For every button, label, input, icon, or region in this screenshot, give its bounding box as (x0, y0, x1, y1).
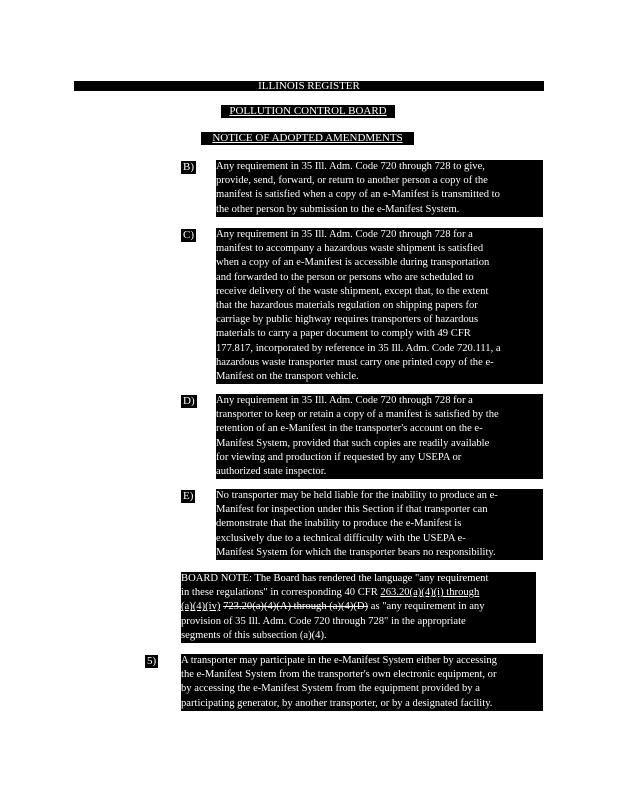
paragraph-line: retention of an e-Manifest in the transporter's account on the e- (216, 422, 543, 436)
paragraph-line: when a copy of an e-Manifest is accessible during transportation (216, 256, 543, 270)
board-note-text: as "any requirement in any (368, 601, 485, 613)
register-title (74, 80, 544, 93)
paragraph-line: Any requirement in 35 Ill. Adm. Code 720 through 728 for a (216, 394, 543, 408)
paragraph-line: materials to carry a paper document to comply with 49 CFR (216, 327, 543, 341)
paragraph-line: the e-Manifest System from the transporter's own electronic equipment, or (181, 668, 543, 682)
item-label-b: B) (183, 161, 194, 173)
item-c-paragraph (216, 228, 543, 384)
paragraph-line: transporter to keep or retain a copy of a manifest is satisfied by the (216, 408, 543, 422)
board-note-line: segments of this subsection (a)(4). (181, 629, 536, 643)
board-note-text: in these regulations" in corresponding 40 CFR (181, 587, 381, 599)
paragraph-line: Manifest on the transport vehicle. (216, 370, 543, 384)
paragraph-line: receive delivery of the waste shipment, except that, to the extent (216, 285, 543, 299)
board-note-deleted-text: 723.20(a)(4)(A) through (a)(4)(D) (223, 601, 369, 613)
board-title: POLLUTION CONTROL BOARD (221, 105, 395, 118)
board-note-line: BOARD NOTE: The Board has rendered the language "any requirement (181, 572, 536, 586)
item-e-paragraph (216, 489, 543, 560)
paragraph-line: Any requirement in 35 Ill. Adm. Code 720 through 728 to give, (216, 160, 543, 174)
board-note (181, 572, 536, 643)
paragraph-line: exclusively due to a technical difficulty with the USEPA e- (216, 532, 543, 546)
item-label-5: 5) (147, 655, 157, 667)
board-note-inserted-text: (a)(4)(iv) (181, 601, 221, 613)
paragraph-line: the other person by submission to the e-Manifest System. (216, 203, 543, 217)
paragraph-line: manifest to accompany a hazardous waste shipment is satisfied (216, 242, 543, 256)
paragraph-line: by accessing the e-Manifest System from the equipment provided by a (181, 682, 543, 696)
item-label-c: C) (183, 229, 194, 241)
paragraph-line: and forwarded to the person or persons who are scheduled to (216, 271, 543, 285)
paragraph-line: Manifest System for which the transporter bears no responsibility. (216, 546, 543, 560)
paragraph-line: A transporter may participate in the e-Manifest System either by accessing (181, 654, 543, 668)
paragraph-line: that the hazardous materials regulation on shipping papers for (216, 299, 543, 313)
paragraph-line: Any requirement in 35 Ill. Adm. Code 720 through 728 for a (216, 228, 543, 242)
paragraph-line: hazardous waste transporter must carry one printed copy of the e- (216, 356, 543, 370)
paragraph-line: Manifest System, provided that such copies are readily available (216, 437, 543, 451)
paragraph-line: 177.817, incorporated by reference in 35 Ill. Adm. Code 720.111, a (216, 342, 543, 356)
item-5-paragraph (181, 654, 543, 711)
paragraph-line: No transporter may be held liable for the inability to produce an e- (216, 489, 543, 503)
paragraph-line: provide, send, forward, or return to another person a copy of the (216, 174, 543, 188)
paragraph-line: authorized state inspector. (216, 465, 543, 479)
item-label-e: E) (183, 490, 194, 502)
board-note-line (181, 586, 536, 600)
paragraph-line: participating generator, by another transporter, or by a designated facility. (181, 697, 543, 711)
register-title-text: ILLINOIS REGISTER (258, 80, 360, 92)
item-b-paragraph (216, 160, 543, 217)
paragraph-line: for viewing and production if requested by any USEPA or (216, 451, 543, 465)
board-note-line (181, 600, 536, 614)
paragraph-line: carriage by public highway requires transporters of hazardous (216, 313, 543, 327)
paragraph-line: Manifest for inspection under this Section if that transporter can (216, 503, 543, 517)
paragraph-line: demonstrate that the inability to produce the e-Manifest is (216, 517, 543, 531)
notice-title: NOTICE OF ADOPTED AMENDMENTS (201, 132, 414, 145)
item-d-paragraph (216, 394, 543, 479)
item-label-d: D) (183, 395, 195, 407)
board-note-line: provision of 35 Ill. Adm. Code 720 through 728" in the appropriate (181, 615, 536, 629)
paragraph-line: manifest is satisfied when a copy of an e-Manifest is transmitted to (216, 188, 543, 202)
board-note-inserted-text: 263.20(a)(4)(i) through (380, 587, 480, 599)
